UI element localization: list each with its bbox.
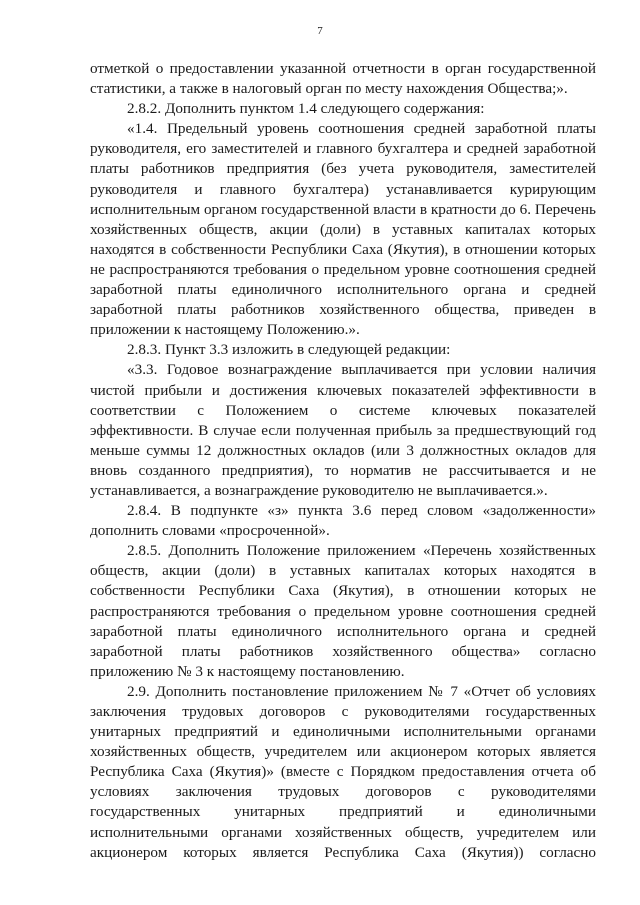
page-number: 7 bbox=[317, 25, 323, 37]
paragraph-3-3: «3.3. Годовое вознаграждение выплачивается при условии наличия чистой прибыли и достижения ключевых показателей эффективности в соответствии с Положением о системе ключевых показателей эффективности. В случае если полученная прибыль за предшествующий год меньше суммы 12 должностных окладов (или 3 должностных окладов для вновь созданного предприятия), то норматив не рассчитывается и не устанавливается, а вознаграждение руководителю не выплачивается.». bbox=[90, 361, 596, 499]
document-body bbox=[90, 59, 596, 863]
paragraph-continuation: отметкой о предоставлении указанной отчетности в орган государственной статистики, а также в налоговый орган по месту нахождения Общества;». bbox=[90, 60, 596, 98]
paragraph-2-8-4: 2.8.4. В подпункте «з» пункта 3.6 перед словом «задолженности» дополнить словами «просроченной». bbox=[90, 502, 596, 540]
paragraph-2-9: 2.9. Дополнить постановление приложением № 7 «Отчет об условиях заключения трудовых договоров с руководителями государственных унитарных предприятий и единоличными исполнительными органами хозяйственных обществ, учредителем или акционером которых является Республика Саха (Якутия)» (вместе с Порядком предоставления отчета об условиях заключения трудовых договоров с руководителями государственных унитарных предприятий и единоличными исполнительными органами хозяйственных обществ, учредителем или акционером которых является Республика Саха (Якутия)) согласно bbox=[90, 682, 596, 861]
paragraph-2-8-2: 2.8.2. Дополнить пунктом 1.4 следующего содержания: bbox=[127, 100, 485, 118]
paragraph-2-8-3: 2.8.3. Пункт 3.3 изложить в следующей редакции: bbox=[127, 341, 451, 359]
paragraph-1-4: «1.4. Предельный уровень соотношения средней заработной платы руководителя, его заместителей и главного бухгалтера и средней заработной платы работников предприятия (без учета руководителя, заместителей руководителя и главного бухгалтера) устанавливается курирующим исполнительным органом государственной власти в кратности до 6. Перечень хозяйственных обществ, акции (доли) в уставных капиталах которых находятся в собственности Республики Саха (Якутия), в отношении которых не распространяются требования о предельном уровне соотношения средней заработной платы единоличного исполнительного органа и средней заработной платы работников хозяйственного общества, приведен в приложении к настоящему Положению.». bbox=[90, 120, 596, 339]
paragraph-2-8-5: 2.8.5. Дополнить Положение приложением «Перечень хозяйственных обществ, акции (доли) в уставных капиталах которых находятся в собственности Республики Саха (Якутия), в отношении которых не распространяются требования о предельном уровне соотношения средней заработной платы единоличного исполнительного органа и средней заработной платы работников хозяйственного общества» согласно приложению № 3 к настоящему постановлению. bbox=[90, 542, 596, 680]
